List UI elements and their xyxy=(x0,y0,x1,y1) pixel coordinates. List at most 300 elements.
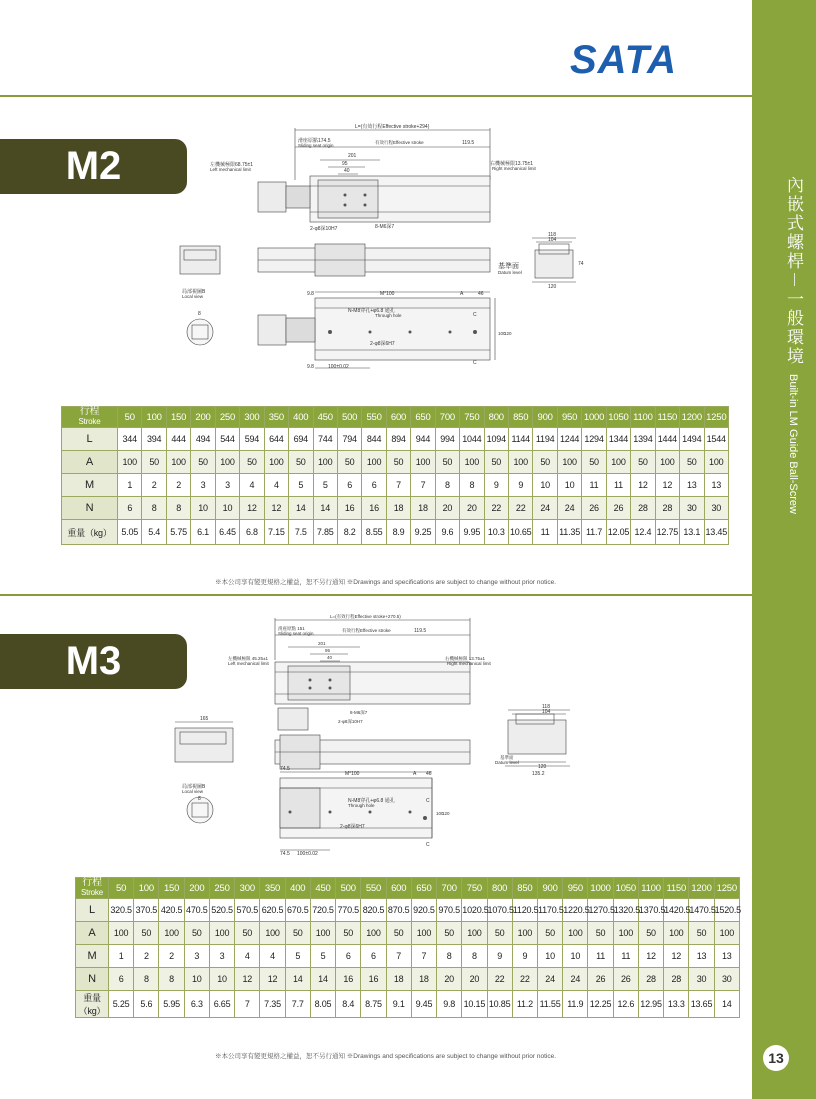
brand-logo: SATA xyxy=(570,38,677,82)
m3-table-cell: 3 xyxy=(209,945,234,968)
m3-table-cell: 9.8 xyxy=(437,991,462,1018)
m3-dim-74-5-b: 74.5 xyxy=(280,851,290,857)
m3-table-cell: 820.5 xyxy=(361,899,386,922)
m2-table-cell: 22 xyxy=(509,497,533,520)
m2-dim-74: 74 xyxy=(578,261,584,267)
m2-table-cell: 394 xyxy=(142,428,166,451)
m2-stroke-100: 100 xyxy=(142,407,166,428)
m2-table-cell: 24 xyxy=(557,497,581,520)
m3-stroke-400: 400 xyxy=(285,878,310,899)
m3-table-cell: 14 xyxy=(310,968,335,991)
m2-table-cell: 100 xyxy=(557,451,581,474)
m2-stroke-header-en: Stroke xyxy=(78,417,101,426)
sidebar-title-zh: 內嵌式螺桿－一般環境 xyxy=(784,176,803,366)
m2-table-cell: 8 xyxy=(435,474,459,497)
m2-table-cell: 9.6 xyxy=(435,520,459,545)
m3-row-label: A xyxy=(76,922,109,945)
m2-table-cell: 50 xyxy=(191,451,215,474)
m2-m100: M*100 xyxy=(380,291,395,297)
m3-row-label: M xyxy=(76,945,109,968)
m3-table-cell: 870.5 xyxy=(386,899,411,922)
m3-stroke-500: 500 xyxy=(336,878,361,899)
m3-table-cell: 100 xyxy=(159,922,184,945)
m3-stroke-200: 200 xyxy=(184,878,209,899)
m2-table-cell: 50 xyxy=(533,451,557,474)
m2-stroke-300: 300 xyxy=(240,407,264,428)
m2-table-cell: 100 xyxy=(264,451,288,474)
m3-stroke-1100: 1100 xyxy=(638,878,663,899)
m3-table-cell: 1 xyxy=(109,945,134,968)
m2-table-cell: 12 xyxy=(655,474,679,497)
m2-stroke-850: 850 xyxy=(509,407,533,428)
m2-c-label-top: C xyxy=(473,312,477,318)
m2-table-cell: 50 xyxy=(240,451,264,474)
m3-spec-table xyxy=(75,877,740,1018)
m3-slide-origin: 滑座原點 151 xyxy=(278,626,305,631)
m3-stroke-950: 950 xyxy=(563,878,588,899)
m2-table-cell: 10 xyxy=(533,474,557,497)
m3-table-cell: 520.5 xyxy=(209,899,234,922)
m2-stroke-400: 400 xyxy=(289,407,313,428)
m2-table-cell: 16 xyxy=(362,497,386,520)
m2-table-cell: 16 xyxy=(337,497,361,520)
m3-table-cell: 5.95 xyxy=(159,991,184,1018)
m2-left-limit-en: Left mechanical limit xyxy=(210,167,251,172)
m2-table-cell: 944 xyxy=(411,428,435,451)
m3-table-cell: 12 xyxy=(638,945,663,968)
m3-dim-165: 165 xyxy=(200,716,209,722)
m2-table-cell: 1544 xyxy=(704,428,729,451)
m3-table-cell: 100 xyxy=(512,922,537,945)
m3-stroke-700: 700 xyxy=(437,878,462,899)
m3-through-hole: N-M8穿孔+φ6.8 通孔 xyxy=(348,798,395,804)
m3-table-cell: 28 xyxy=(664,968,689,991)
m2-table-cell: 18 xyxy=(386,497,410,520)
m2-table-cell: 12.05 xyxy=(606,520,630,545)
m3-table-cell: 24 xyxy=(537,968,562,991)
m2-table-cell: 7 xyxy=(411,474,435,497)
m2-stroke-1200: 1200 xyxy=(680,407,704,428)
m3-table-cell: 470.5 xyxy=(184,899,209,922)
m3-dim-201: 201 xyxy=(318,641,326,646)
m2-through-hole: N-M8穿孔+φ6.8 通孔 xyxy=(348,308,395,314)
m2-table-cell: 22 xyxy=(484,497,508,520)
m2-table-cell: 8 xyxy=(460,474,484,497)
m2-dim-40: 40 xyxy=(344,168,350,174)
page-number: 13 xyxy=(763,1045,789,1071)
m3-table-cell: 320.5 xyxy=(109,899,134,922)
m2-drawing xyxy=(170,120,590,380)
m3-table-cell: 50 xyxy=(437,922,462,945)
m3-stroke-900: 900 xyxy=(537,878,562,899)
m2-a-label: A xyxy=(460,291,464,297)
m3-table-cell: 100 xyxy=(613,922,638,945)
m3-table-cell: 970.5 xyxy=(437,899,462,922)
m3-stroke-800: 800 xyxy=(487,878,512,899)
m2-table-row xyxy=(62,474,729,497)
m2-table-row xyxy=(62,451,729,474)
m3-through-hole-en: Through hole xyxy=(348,803,375,808)
m3-table-cell: 12 xyxy=(235,968,260,991)
m2-dim-100v: 100 xyxy=(498,331,506,336)
m2-table-cell: 844 xyxy=(362,428,386,451)
m2-hole-b: 8-M6深7 xyxy=(375,224,395,230)
m2-table-cell: 13.45 xyxy=(704,520,729,545)
m2-row-label: M xyxy=(62,474,118,497)
m2-through-hole-en: Through hole xyxy=(375,313,402,318)
m3-table-cell: 50 xyxy=(588,922,613,945)
m2-table-cell: 1194 xyxy=(533,428,557,451)
m3-table-cell: 50 xyxy=(487,922,512,945)
m3-table-cell: 6.65 xyxy=(209,991,234,1018)
m3-dim-120: 120 xyxy=(538,764,547,770)
m3-dim-74-5: 74.5 xyxy=(280,766,290,772)
m2-table-cell: 50 xyxy=(631,451,655,474)
m3-m100: M*100 xyxy=(345,771,360,777)
m3-stroke-header-row xyxy=(76,878,740,899)
m3-top-dim: L=(有效行程Effective stroke+270.5) xyxy=(330,614,401,619)
m2-table-cell: 6.1 xyxy=(191,520,215,545)
m2-table-cell: 9 xyxy=(484,474,508,497)
m2-table-row xyxy=(62,497,729,520)
m2-table-cell: 894 xyxy=(386,428,410,451)
m3-right-limit: 右機械極限 13.75±1 xyxy=(445,656,485,661)
m3-table-cell: 4 xyxy=(260,945,285,968)
m3-effective-stroke: 有效行程Effective stroke xyxy=(342,628,391,633)
m3-table-cell: 420.5 xyxy=(159,899,184,922)
m3-table-cell: 50 xyxy=(386,922,411,945)
m3-table-cell: 720.5 xyxy=(310,899,335,922)
m2-table-cell: 2 xyxy=(166,474,190,497)
m3-table-cell: 8.75 xyxy=(361,991,386,1018)
m2-hole-c: 2-φ8深6H7 xyxy=(370,341,395,347)
m3-table-cell: 50 xyxy=(235,922,260,945)
m2-table-cell: 30 xyxy=(680,497,704,520)
m3-stroke-1200: 1200 xyxy=(689,878,714,899)
m3-table-cell: 26 xyxy=(588,968,613,991)
m3-table-cell: 10.15 xyxy=(462,991,487,1018)
m2-stroke-600: 600 xyxy=(386,407,410,428)
m2-datum: 基準面 xyxy=(498,263,519,270)
m3-dim-104: 104 xyxy=(542,709,551,715)
m3-table-cell: 8 xyxy=(462,945,487,968)
m3-stroke-50: 50 xyxy=(109,878,134,899)
m3-table-cell: 1520.5 xyxy=(714,899,739,922)
m2-table-cell: 6 xyxy=(118,497,142,520)
m2-table-cell: 14 xyxy=(289,497,313,520)
m2-table-cell: 3 xyxy=(215,474,239,497)
m3-table-cell: 12.25 xyxy=(588,991,613,1018)
m3-table-cell: 1470.5 xyxy=(689,899,714,922)
m2-table-cell: 100 xyxy=(704,451,729,474)
m3-table-cell: 370.5 xyxy=(134,899,159,922)
m2-table-cell: 14 xyxy=(313,497,337,520)
m2-table-cell: 12 xyxy=(631,474,655,497)
m3-table-cell: 8.4 xyxy=(336,991,361,1018)
m3-model-tag: M3 xyxy=(0,634,187,689)
m3-drawing xyxy=(170,610,590,860)
m2-local-view: 局部視圖B xyxy=(182,289,206,295)
m3-table-cell: 12.95 xyxy=(638,991,663,1018)
m3-table-cell: 770.5 xyxy=(336,899,361,922)
m3-dim-120v: 120 xyxy=(442,811,450,816)
m2-table-cell: 11 xyxy=(582,474,606,497)
m2-dim-8: 8 xyxy=(198,311,201,317)
m3-stroke-600: 600 xyxy=(386,878,411,899)
m3-slide-origin-en: Sliding seat origin xyxy=(278,631,314,636)
m3-table-cell: 11.2 xyxy=(512,991,537,1018)
m2-table-cell: 20 xyxy=(435,497,459,520)
m3-stroke-100: 100 xyxy=(134,878,159,899)
m3-row-label: L xyxy=(76,899,109,922)
m2-table-cell: 10 xyxy=(215,497,239,520)
m2-table-cell: 11 xyxy=(533,520,557,545)
m2-stroke-header-row xyxy=(62,407,729,428)
m2-stroke-1050: 1050 xyxy=(606,407,630,428)
m3-table-cell: 13.3 xyxy=(664,991,689,1018)
m3-table-cell: 100 xyxy=(260,922,285,945)
m2-dim-120: 120 xyxy=(548,284,557,290)
m3-dim-135: 135.2 xyxy=(532,771,545,777)
m3-local-view: 局部視圖B xyxy=(182,784,206,790)
m2-model-tag: M2 xyxy=(0,139,187,194)
m2-table-cell: 644 xyxy=(264,428,288,451)
m3-table-cell: 16 xyxy=(336,968,361,991)
m2-table-cell: 544 xyxy=(215,428,239,451)
m3-table-cell: 5.6 xyxy=(134,991,159,1018)
m2-table-cell: 6 xyxy=(337,474,361,497)
m2-table-cell: 100 xyxy=(655,451,679,474)
m3-table-cell: 14 xyxy=(285,968,310,991)
m3-table-cell: 100 xyxy=(462,922,487,945)
m3-table-cell: 50 xyxy=(285,922,310,945)
m2-table-cell: 8 xyxy=(142,497,166,520)
m2-table-cell: 1394 xyxy=(631,428,655,451)
m3-stroke-header-zh: 行程 xyxy=(82,877,102,888)
m3-right-limit-en: Right mechanical limit xyxy=(447,661,491,666)
m2-table-cell: 5.4 xyxy=(142,520,166,545)
m3-table-cell: 6.3 xyxy=(184,991,209,1018)
m2-table-cell: 12.75 xyxy=(655,520,679,545)
m3-table-cell: 6 xyxy=(336,945,361,968)
m3-table-row xyxy=(76,945,740,968)
m3-notice: ※本公司享有變更規格之權益，恕不另行通知 ※Drawings and specifications are subject to change without prior notice. xyxy=(215,1053,556,1060)
m3-table-cell: 10.85 xyxy=(487,991,512,1018)
m3-table-cell: 10 xyxy=(184,968,209,991)
m2-stroke-1000: 1000 xyxy=(582,407,606,428)
m2-local-view-en: Local view xyxy=(182,294,204,299)
m3-table-cell: 10 xyxy=(209,968,234,991)
m2-table-cell: 1344 xyxy=(606,428,630,451)
m2-table-cell: 18 xyxy=(411,497,435,520)
m3-table-cell: 30 xyxy=(689,968,714,991)
m2-table-cell: 1 xyxy=(118,474,142,497)
m2-table-cell: 8.2 xyxy=(337,520,361,545)
m2-stroke-900: 900 xyxy=(533,407,557,428)
m3-table-cell: 12 xyxy=(260,968,285,991)
m3-table-cell: 13 xyxy=(689,945,714,968)
m3-stroke-550: 550 xyxy=(361,878,386,899)
m2-table-cell: 50 xyxy=(386,451,410,474)
m2-table-cell: 28 xyxy=(655,497,679,520)
m2-row-label: 重量（kg） xyxy=(62,520,118,545)
m2-table-cell: 794 xyxy=(337,428,361,451)
m3-table-cell: 11 xyxy=(613,945,638,968)
m2-table-cell: 26 xyxy=(582,497,606,520)
m2-table-cell: 10 xyxy=(557,474,581,497)
m2-stroke-header-zh: 行程 xyxy=(79,406,100,417)
m3-table-cell: 28 xyxy=(638,968,663,991)
m2-row-label: L xyxy=(62,428,118,451)
m2-table-cell: 5.05 xyxy=(118,520,142,545)
m2-table-cell: 100 xyxy=(313,451,337,474)
m3-table-body xyxy=(76,878,740,1018)
m2-table-cell: 13.1 xyxy=(680,520,704,545)
m3-hole-c: 2-φ8深6H7 xyxy=(340,824,365,830)
m3-stroke-300: 300 xyxy=(235,878,260,899)
m3-table-cell: 1020.5 xyxy=(462,899,487,922)
m3-table-cell: 6 xyxy=(361,945,386,968)
m2-stroke-1250: 1250 xyxy=(704,407,729,428)
m2-table-cell: 494 xyxy=(191,428,215,451)
m3-table-cell: 22 xyxy=(512,968,537,991)
m2-table-cell: 20 xyxy=(460,497,484,520)
m2-table-cell: 10.3 xyxy=(484,520,508,545)
m2-table-cell: 26 xyxy=(606,497,630,520)
m2-table-cell: 50 xyxy=(142,451,166,474)
m2-slide-origin-en: Sliding seat origin xyxy=(298,143,334,148)
m3-c-label-top: C xyxy=(426,798,430,804)
m2-table-cell: 13 xyxy=(680,474,704,497)
m3-stroke-header xyxy=(76,878,109,899)
m2-dim-120v: 120 xyxy=(504,331,512,336)
section-divider xyxy=(0,594,752,596)
m2-dim-9-8-b: 9.8 xyxy=(307,364,314,370)
m3-table-cell: 11.9 xyxy=(563,991,588,1018)
m2-left-limit: 左機械極限68.75±1 xyxy=(210,162,254,168)
m3-dim-40: 40 xyxy=(327,655,333,660)
m2-row-label: A xyxy=(62,451,118,474)
m2-table-cell: 50 xyxy=(484,451,508,474)
m3-table-cell: 1420.5 xyxy=(664,899,689,922)
m2-table-cell: 7.15 xyxy=(264,520,288,545)
m3-table-cell: 11 xyxy=(588,945,613,968)
m3-table-cell: 1320.5 xyxy=(613,899,638,922)
m2-table-cell: 5 xyxy=(313,474,337,497)
m3-table-cell: 7 xyxy=(411,945,436,968)
m3-dim-100: 100±0.02 xyxy=(297,851,318,857)
m3-table-cell: 10 xyxy=(563,945,588,968)
m3-left-limit-en: Left mechanical limit xyxy=(228,661,269,666)
m3-table-cell: 50 xyxy=(134,922,159,945)
m2-table-cell: 8 xyxy=(166,497,190,520)
m3-table-cell: 7 xyxy=(235,991,260,1018)
m3-table-cell: 6 xyxy=(109,968,134,991)
m2-stroke-650: 650 xyxy=(411,407,435,428)
m3-table-cell: 18 xyxy=(411,968,436,991)
m2-row-label: N xyxy=(62,497,118,520)
m2-table-cell: 100 xyxy=(460,451,484,474)
m2-table-cell: 8.55 xyxy=(362,520,386,545)
m2-table-cell: 5 xyxy=(289,474,313,497)
m3-table-cell: 620.5 xyxy=(260,899,285,922)
m2-dim-118: 118 xyxy=(548,232,556,238)
m3-table-cell: 13.65 xyxy=(689,991,714,1018)
m3-table-row xyxy=(76,991,740,1018)
m3-table-cell: 9 xyxy=(512,945,537,968)
m3-table-cell: 100 xyxy=(209,922,234,945)
m2-table-cell: 7.5 xyxy=(289,520,313,545)
m3-table-cell: 7.7 xyxy=(285,991,310,1018)
m2-stroke-1150: 1150 xyxy=(655,407,679,428)
m2-dim-95: 95 xyxy=(342,161,348,167)
m2-table-cell: 11.7 xyxy=(582,520,606,545)
m3-table-cell: 9.1 xyxy=(386,991,411,1018)
m2-table-cell: 694 xyxy=(289,428,313,451)
m2-table-cell: 100 xyxy=(509,451,533,474)
m2-table-cell: 11.35 xyxy=(557,520,581,545)
m2-dim-100: 100±0.02 xyxy=(328,364,349,370)
m3-table-cell: 1220.5 xyxy=(563,899,588,922)
m2-table-cell: 1494 xyxy=(680,428,704,451)
m2-dim-201: 201 xyxy=(348,153,357,159)
m2-table-cell: 100 xyxy=(606,451,630,474)
m2-stroke-550: 550 xyxy=(362,407,386,428)
m3-dim-119: 119.5 xyxy=(414,628,427,634)
m3-table-cell: 10 xyxy=(537,945,562,968)
m2-table-cell: 994 xyxy=(435,428,459,451)
m3-table-row xyxy=(76,968,740,991)
m3-table-cell: 1070.5 xyxy=(487,899,512,922)
m3-table-cell: 18 xyxy=(386,968,411,991)
m2-table-cell: 30 xyxy=(704,497,729,520)
m2-stroke-50: 50 xyxy=(118,407,142,428)
m3-table-cell: 1120.5 xyxy=(512,899,537,922)
m3-table-cell: 11.55 xyxy=(537,991,562,1018)
m3-table-cell: 50 xyxy=(638,922,663,945)
m2-table-cell: 10.65 xyxy=(509,520,533,545)
m2-table-cell: 8.9 xyxy=(386,520,410,545)
m3-table-cell: 13 xyxy=(714,945,739,968)
m3-table-cell: 7 xyxy=(386,945,411,968)
m3-table-cell: 100 xyxy=(411,922,436,945)
m3-table-cell: 1370.5 xyxy=(638,899,663,922)
m2-table-cell: 1244 xyxy=(557,428,581,451)
m2-table-cell: 100 xyxy=(166,451,190,474)
m2-table-cell: 12 xyxy=(240,497,264,520)
m3-c-label-bottom: C xyxy=(426,842,430,848)
m3-dim-118: 118 xyxy=(542,704,550,710)
m2-table-cell: 50 xyxy=(337,451,361,474)
m2-stroke-header xyxy=(62,407,118,428)
m2-effective-stroke: 有效行程Effective stroke xyxy=(375,140,424,145)
m3-table-cell: 22 xyxy=(487,968,512,991)
m2-table-cell: 9.95 xyxy=(460,520,484,545)
m3-table-cell: 100 xyxy=(310,922,335,945)
m2-datum-en: Datum level xyxy=(498,270,522,275)
m2-table-cell: 1044 xyxy=(460,428,484,451)
m3-stroke-1000: 1000 xyxy=(588,878,613,899)
m2-table-cell: 2 xyxy=(142,474,166,497)
m2-stroke-700: 700 xyxy=(435,407,459,428)
m2-stroke-750: 750 xyxy=(460,407,484,428)
m3-table-cell: 100 xyxy=(664,922,689,945)
m2-stroke-450: 450 xyxy=(313,407,337,428)
m3-table-cell: 570.5 xyxy=(235,899,260,922)
m3-table-cell: 8 xyxy=(134,968,159,991)
m2-notice: ※本公司享有變更規格之權益，恕不另行通知 ※Drawings and specifications are subject to change without prior notice. xyxy=(215,579,556,586)
m3-stroke-750: 750 xyxy=(462,878,487,899)
